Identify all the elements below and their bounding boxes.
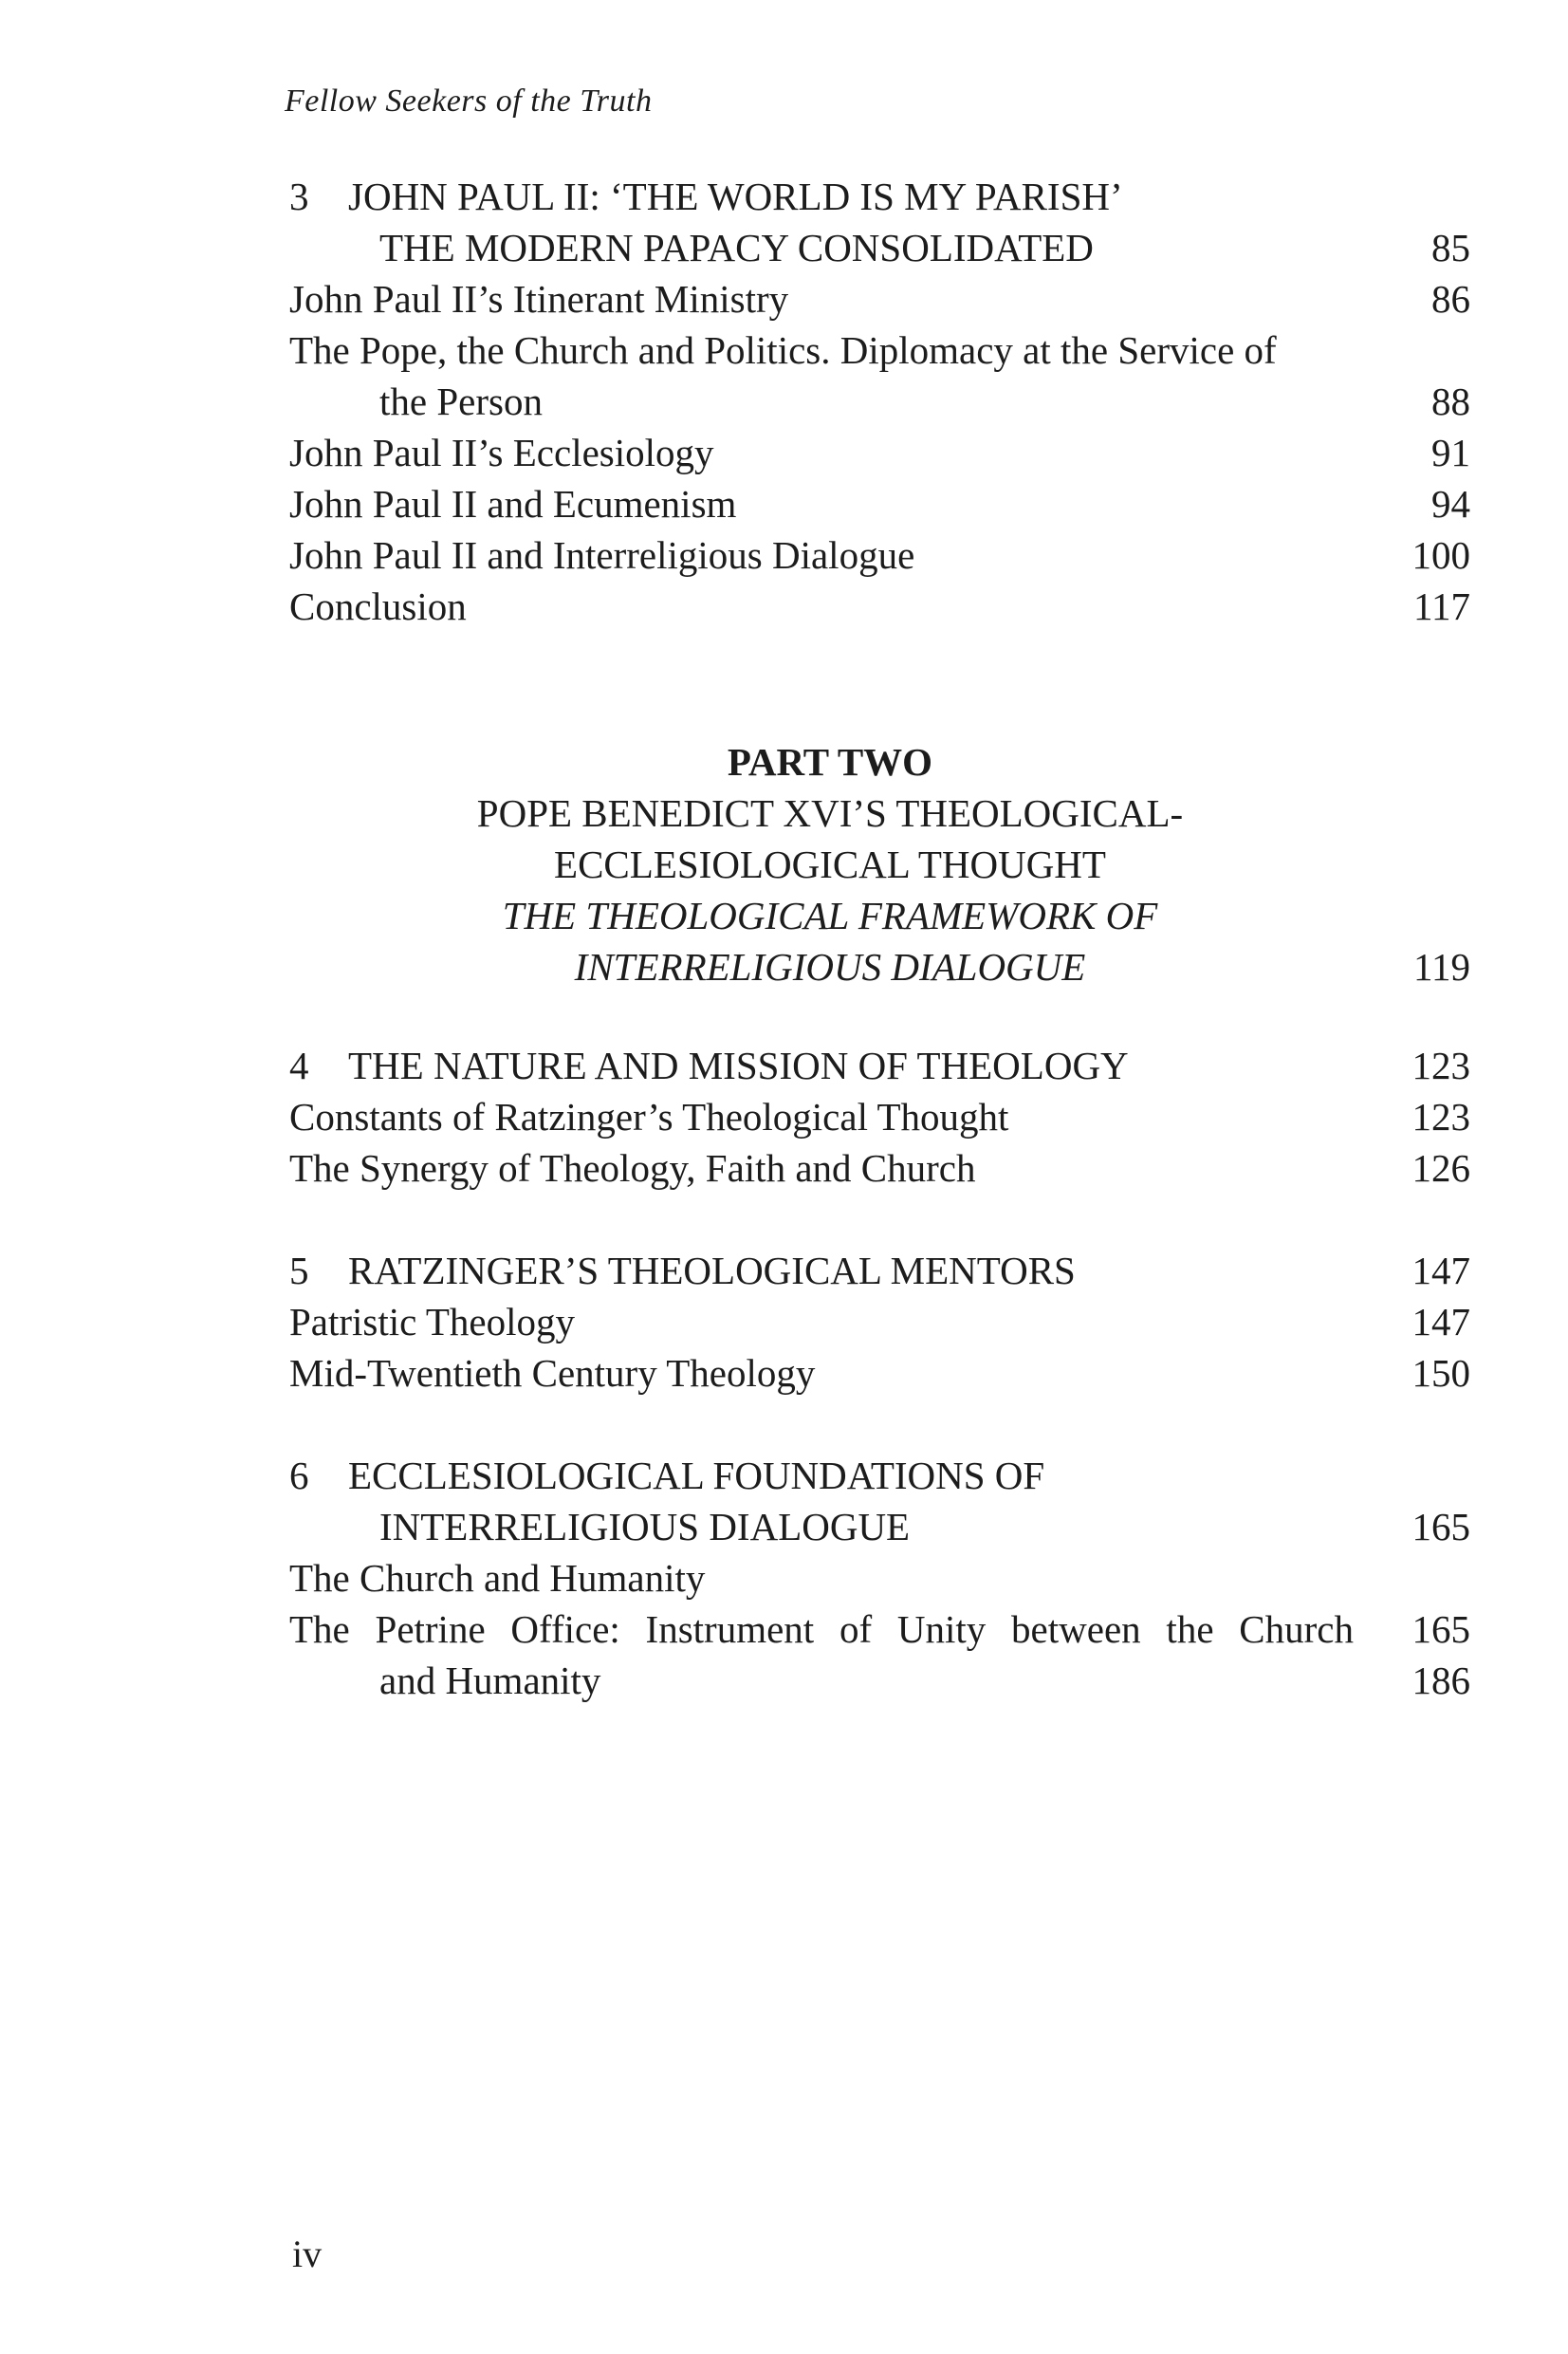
chapter-5-title — [289, 1245, 1470, 1296]
toc-entry — [289, 273, 1470, 324]
toc-entry — [289, 1142, 1470, 1194]
page-number: 86 — [1431, 277, 1470, 321]
chapter-title-line: THE MODERN PAPACY CONSOLIDATED — [379, 226, 1094, 269]
page-number: 88 — [1431, 380, 1470, 423]
entry-title: The Church and Humanity — [289, 1556, 706, 1600]
page-number: 91 — [1431, 431, 1470, 474]
toc-entry — [289, 529, 1470, 581]
chapter-number: 5 — [289, 1249, 309, 1292]
entry-title: John Paul II’s Itinerant Ministry — [289, 277, 789, 321]
entry-title: Conclusion — [289, 584, 467, 628]
chapter-4-title — [289, 1040, 1470, 1091]
toc-entry-continued — [289, 1655, 1470, 1706]
chapter-title-line: INTERRELIGIOUS DIALOGUE — [379, 1505, 911, 1548]
entry-title: Patristic Theology — [289, 1300, 576, 1344]
part-title-line: POPE BENEDICT XVI’S THEOLOGICAL- — [476, 791, 1184, 835]
page-number: 147 — [1411, 1249, 1470, 1292]
chapter-title-line: THE NATURE AND MISSION OF THEOLOGY — [348, 1044, 1129, 1087]
part-two-heading — [289, 736, 1470, 992]
chapter-3-title — [289, 171, 1470, 222]
toc-entry-continued — [289, 376, 1470, 427]
toc-entry — [289, 1347, 1470, 1399]
page-number: 165 — [1411, 1505, 1470, 1548]
entry-title: The Pope, the Church and Politics. Diplomacy at the Service of — [289, 328, 1277, 372]
page-number: 117 — [1413, 584, 1470, 628]
entry-title: John Paul II and Ecumenism — [289, 482, 737, 526]
entry-title: Constants of Ratzinger’s Theological Thought — [289, 1095, 1009, 1139]
page-number: 100 — [1411, 533, 1470, 577]
page-number: 123 — [1411, 1044, 1470, 1087]
entry-title: The Synergy of Theology, Faith and Church — [289, 1146, 976, 1190]
toc-entry — [289, 478, 1470, 529]
page-number: 150 — [1411, 1351, 1470, 1395]
toc-entry — [289, 427, 1470, 478]
toc-entry — [289, 1091, 1470, 1142]
running-head: Fellow Seekers of the Truth — [285, 83, 653, 119]
part-subtitle-line: THE THEOLOGICAL FRAMEWORK OF — [502, 894, 1158, 937]
page-number: 94 — [1431, 482, 1470, 526]
toc-entry — [289, 1552, 1470, 1603]
chapter-title-line: RATZINGER’S THEOLOGICAL MENTORS — [348, 1249, 1076, 1292]
page-number: 165 — [1411, 1607, 1470, 1651]
chapter-6-title-continued — [289, 1501, 1470, 1552]
toc-entry — [289, 1296, 1470, 1347]
toc-entry — [289, 1603, 1470, 1655]
chapter-number: 6 — [289, 1454, 309, 1497]
table-of-contents — [289, 171, 1470, 1706]
toc-entry — [289, 581, 1470, 632]
page-number: 85 — [1431, 226, 1470, 269]
entry-title: John Paul II and Interreligious Dialogue — [289, 533, 915, 577]
page-folio: iv — [292, 2233, 323, 2275]
page-number: 186 — [1411, 1659, 1470, 1702]
entry-title: the Person — [379, 380, 543, 423]
chapter-6-title — [289, 1450, 1470, 1501]
chapter-number: 4 — [289, 1044, 309, 1087]
chapter-title-line: JOHN PAUL II: ‘THE WORLD IS MY PARISH’ — [348, 175, 1123, 218]
page-number: 119 — [1413, 945, 1470, 989]
entry-title: John Paul II’s Ecclesiology — [289, 431, 714, 474]
chapter-title-line: ECCLESIOLOGICAL FOUNDATIONS OF — [348, 1454, 1045, 1497]
toc-entry — [289, 324, 1470, 376]
entry-title: Mid-Twentieth Century Theology — [289, 1351, 816, 1395]
page-number: 147 — [1411, 1300, 1470, 1344]
chapter-3-title-continued — [289, 222, 1470, 273]
page-number: 126 — [1411, 1146, 1470, 1190]
chapter-number: 3 — [289, 175, 309, 218]
part-title-line: ECCLESIOLOGICAL THOUGHT — [554, 843, 1106, 886]
entry-title: The Petrine Office: Instrument of Unity between the Church — [289, 1607, 1354, 1651]
part-subtitle-line: INTERRELIGIOUS DIALOGUE — [574, 945, 1086, 989]
part-label: PART TWO — [727, 740, 933, 784]
page-number: 123 — [1411, 1095, 1470, 1139]
entry-title: and Humanity — [379, 1659, 601, 1702]
